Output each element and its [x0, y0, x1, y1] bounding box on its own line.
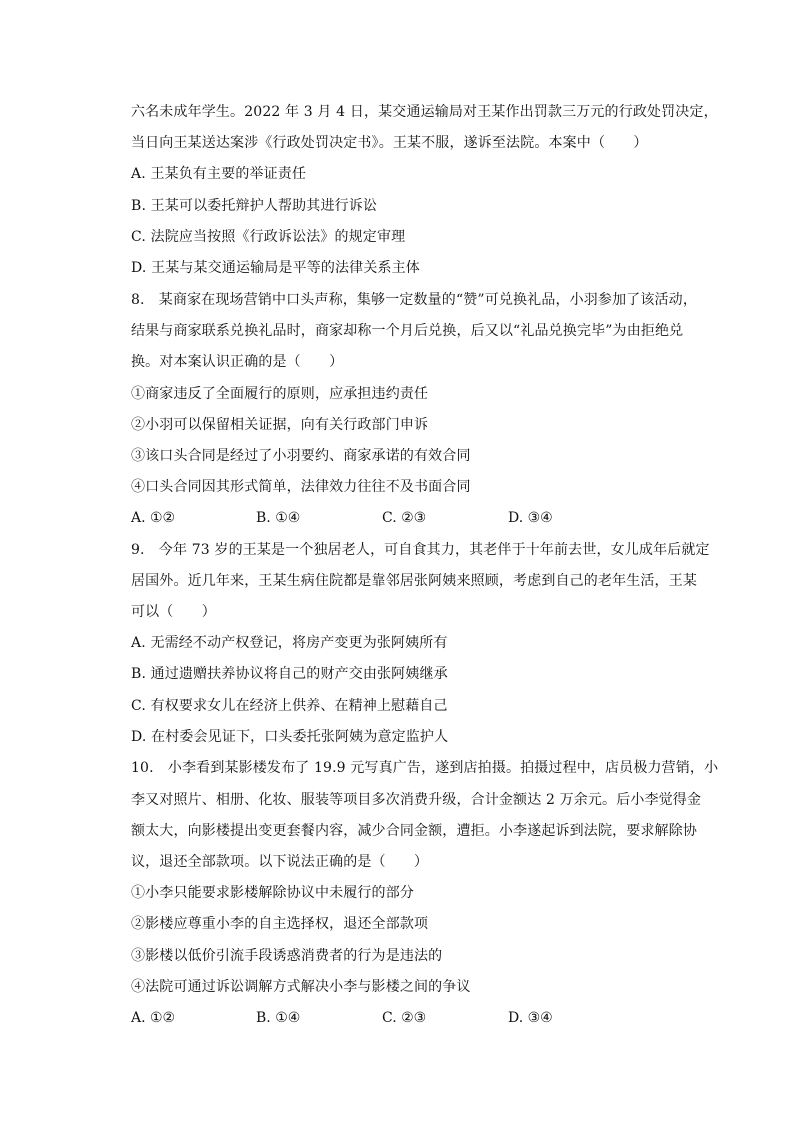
q9-option-b: B. 通过遗赠扶养协议将自己的财产交由张阿姨继承 [131, 666, 448, 682]
q10-option-a: A. ①② [131, 1010, 176, 1026]
q10-stem-line-1: 10. 小李看到某影楼发布了 19.9 元写真广告，遂到店拍摄。拍摄过程中，店员极力营销，小 [131, 760, 719, 776]
q9-option-a: A. 无需经不动产权登记，将房产变更为张阿姨所有 [131, 635, 448, 651]
q10-stem-line-3: 额太大，向影楼提出变更套餐内容，减少合同金额，遭拒。小李遂起诉到法院，要求解除协 [131, 823, 697, 839]
q7-stem-line-2: 当日向王某送达案涉《行政处罚决定书》。王某不服，遂诉至法院。本案中（ ） [131, 135, 648, 151]
q8-statement-2: ②小羽可以保留相关证据，向有关行政部门申诉 [131, 417, 429, 433]
q7-option-a: A. 王某负有主要的举证责任 [131, 166, 307, 182]
q10-option-c: C. ②③ [382, 1010, 427, 1026]
q8-option-a: A. ①② [131, 510, 176, 526]
q8-option-d: D. ③④ [508, 510, 553, 526]
q8-stem-line-3: 换。对本案认识正确的是（ ） [131, 354, 344, 370]
q10-option-d: D. ③④ [508, 1010, 553, 1026]
q8-stem-line-2: 结果与商家联系兑换礼品时，商家却称一个月后兑换，后又以“礼品兑换完毕”为由拒绝兑 [131, 323, 684, 339]
q8-stem-line-1: 8. 某商家在现场营销中口头声称，集够一定数量的“赞”可兑换礼品，小羽参加了该活动， [131, 292, 697, 308]
q8-statement-4: ④口头合同因其形式简单，法律效力往往不及书面合同 [131, 479, 471, 495]
q10-statement-3: ③影楼以低价引流手段诱惑消费者的行为是违法的 [131, 948, 443, 964]
q10-option-b: B. ①④ [256, 1010, 301, 1026]
q9-option-d: D. 在村委会见证下，口头委托张阿姨为意定监护人 [131, 729, 449, 745]
q9-stem-line-1: 9. 今年 73 岁的王某是一个独居老人，可自食其力，其老伴于十年前去世，女儿成年后就定 [131, 542, 710, 558]
q8-option-c: C. ②③ [382, 510, 427, 526]
q8-option-b: B. ①④ [256, 510, 301, 526]
q10-statement-1: ①小李只能要求影楼解除协议中未履行的部分 [131, 885, 414, 901]
q10-statement-2: ②影楼应尊重小李的自主选择权，退还全部款项 [131, 916, 429, 932]
q10-stem-line-2: 李又对照片、相册、化妆、服装等项目多次消费升级，合计金额达 2 万余元。后小李觉得金 [131, 792, 702, 808]
q8-statement-3: ③该口头合同是经过了小羽要约、商家承诺的有效合同 [131, 448, 471, 464]
q8-statement-1: ①商家违反了全面履行的原则，应承担违约责任 [131, 386, 429, 402]
q7-option-b: B. 王某可以委托辩护人帮助其进行诉讼 [131, 198, 378, 214]
q7-stem-line-1: 六名未成年学生。2022 年 3 月 4 日，某交通运输局对王某作出罚款三万元的行政处罚决定， [131, 104, 718, 120]
q7-option-d: D. 王某与某交通运输局是平等的法律关系主体 [131, 260, 420, 276]
q7-option-c: C. 法院应当按照《行政诉讼法》的规定审理 [131, 229, 406, 245]
q9-stem-line-2: 居国外。近几年来，王某生病住院都是靠邻居张阿姨来照顾，考虑到自己的老年生活，王某 [131, 573, 697, 589]
q10-statement-4: ④法院可通过诉讼调解方式解决小李与影楼之间的争议 [131, 979, 471, 995]
q9-stem-line-3: 可以（ ） [131, 604, 216, 620]
q9-option-c: C. 有权要求女儿在经济上供养、在精神上慰藉自己 [131, 698, 448, 714]
q10-stem-line-4: 议，退还全部款项。以下说法正确的是（ ） [131, 854, 429, 870]
